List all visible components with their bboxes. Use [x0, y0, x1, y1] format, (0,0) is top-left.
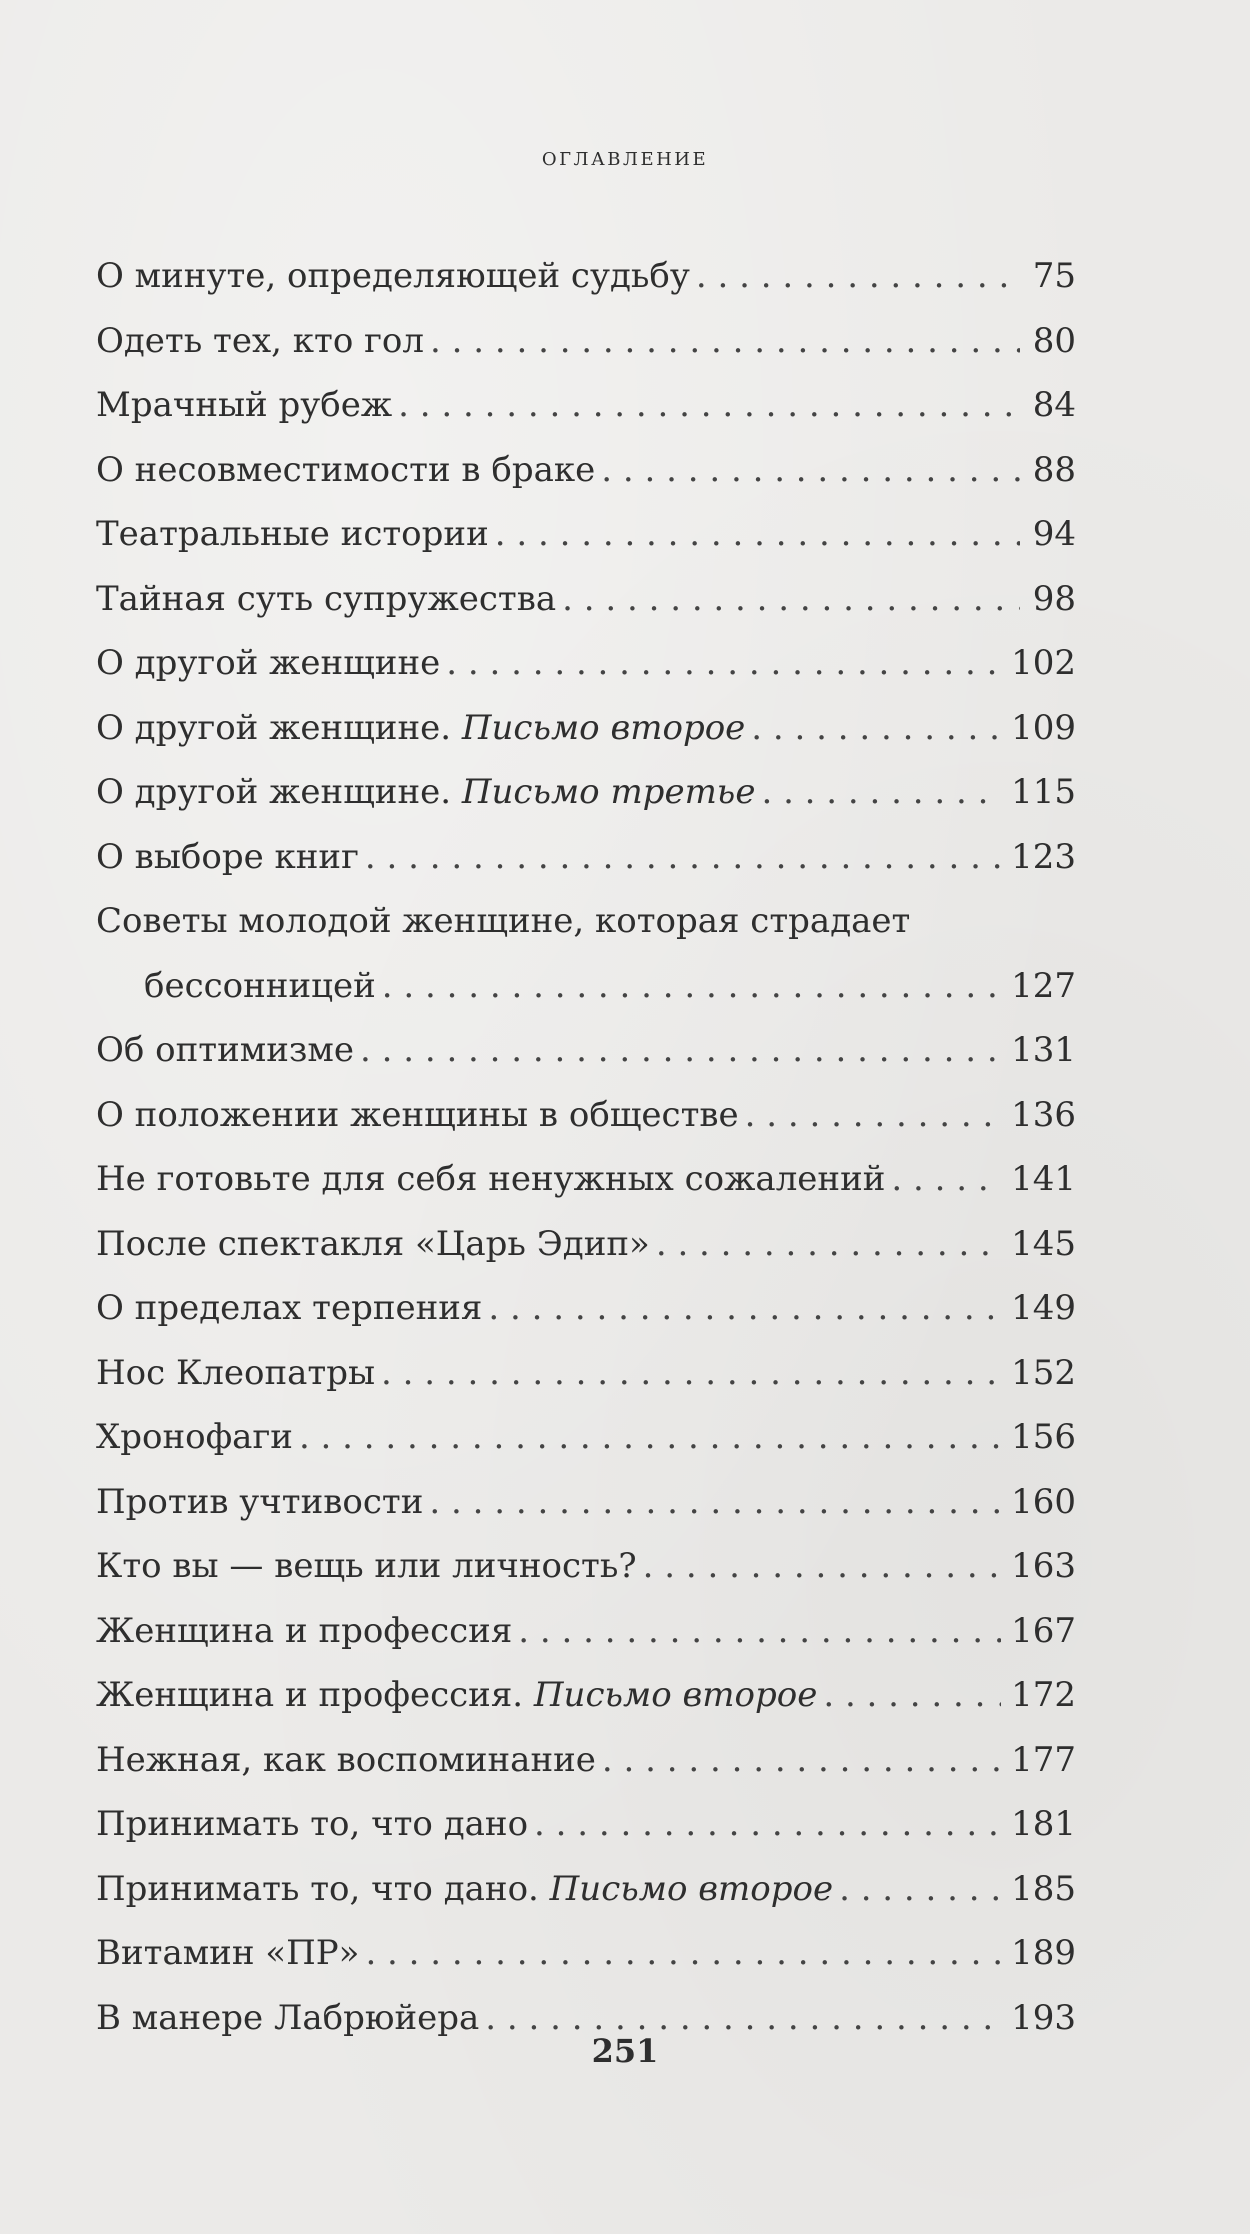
toc-entry-title: В манере Лабрюйера [96, 1997, 480, 2038]
toc-entry [96, 1018, 1076, 1083]
dot-leader [381, 1341, 1001, 1406]
dot-leader [446, 631, 1001, 696]
toc-entry-subtitle: Письмо второе [461, 707, 746, 748]
dot-leader [839, 1857, 1001, 1922]
toc-entry-title: Советы молодой женщине, которая страдает [96, 901, 911, 941]
toc-page-number: 131 [1011, 1030, 1076, 1070]
toc-page-number: 185 [1011, 1868, 1076, 1909]
dot-leader [299, 1405, 1001, 1470]
toc-entry-subtitle: Письмо третье [461, 772, 756, 812]
toc-entry [96, 1792, 1076, 1857]
dot-leader [656, 1212, 1001, 1277]
table-of-contents [96, 244, 1076, 2050]
toc-page-number: 136 [1011, 1094, 1076, 1135]
toc-entry [96, 373, 1076, 438]
toc-entry [96, 502, 1076, 567]
toc-entry [96, 309, 1076, 374]
dot-leader [562, 567, 1020, 632]
toc-entry [96, 244, 1076, 309]
dot-leader [751, 696, 1001, 761]
toc-entry-title: О пределах терпения [96, 1288, 483, 1328]
toc-entry [96, 1341, 1076, 1406]
toc-page-number: 160 [1011, 1481, 1076, 1522]
toc-page-number: 115 [1011, 772, 1076, 812]
toc-entry-title: О другой женщине [96, 643, 441, 683]
toc-entry [96, 825, 1076, 890]
toc-entry [96, 760, 1076, 825]
toc-page-number: 88 [1032, 449, 1076, 490]
toc-entry [96, 1083, 1076, 1148]
toc-entry [96, 1857, 1076, 1922]
toc-page-number: 172 [1011, 1675, 1076, 1715]
toc-entry-title: Театральные истории [96, 514, 489, 554]
toc-entry-title: Женщина и профессия. Письмо второе [96, 1675, 818, 1715]
toc-entry-subtitle: Письмо второе [549, 1868, 834, 1909]
toc-entry-subtitle: Письмо второе [533, 1675, 818, 1715]
toc-entry-title: Кто вы — вещь или личность? [96, 1546, 637, 1586]
toc-page-number: 98 [1032, 578, 1076, 619]
toc-page-number: 80 [1032, 320, 1076, 361]
toc-entry-title: Витамин «ПР» [96, 1933, 360, 1973]
toc-page-number: 167 [1011, 1610, 1076, 1651]
toc-entry [96, 567, 1076, 632]
toc-page-number: 163 [1011, 1546, 1076, 1586]
toc-entry [96, 1212, 1076, 1277]
dot-leader [696, 244, 1020, 309]
toc-entry [96, 1534, 1076, 1599]
toc-page-number: 177 [1011, 1739, 1076, 1780]
dot-leader [429, 1470, 1001, 1535]
toc-entry-title: Тайная суть супружества [96, 578, 557, 619]
dot-leader [602, 1728, 1001, 1793]
dot-leader [534, 1792, 1001, 1857]
toc-entry [96, 438, 1076, 503]
toc-page-number: 152 [1011, 1352, 1076, 1393]
toc-entry-title: Одеть тех, кто гол [96, 320, 424, 361]
dot-leader [430, 309, 1020, 374]
toc-entry-title: О выборе книг [96, 836, 359, 877]
toc-page-number: 149 [1011, 1288, 1076, 1328]
toc-page-number: 84 [1032, 385, 1076, 425]
dot-leader [891, 1147, 1001, 1212]
toc-entry [96, 1921, 1076, 1986]
toc-entry-title: Нос Клеопатры [96, 1352, 376, 1393]
toc-page-number: 94 [1032, 514, 1076, 554]
toc-page-number: 109 [1011, 707, 1076, 748]
toc-entry-title: О положении женщины в обществе [96, 1094, 739, 1135]
toc-entry-title: Об оптимизме [96, 1030, 354, 1070]
page-title: оглавление [541, 142, 709, 172]
dot-leader [745, 1083, 1001, 1148]
dot-leader [823, 1663, 1001, 1728]
toc-entry-title: Мрачный рубеж [96, 385, 393, 425]
page-number-footer: 251 [591, 2032, 659, 2070]
dot-leader [365, 825, 1001, 890]
toc-page-number: 123 [1011, 836, 1076, 877]
toc-entry-title-continuation: бессонницей [144, 965, 376, 1006]
toc-entry-title: После спектакля «Царь Эдип» [96, 1223, 650, 1264]
dot-leader [761, 760, 1001, 825]
toc-page-number: 127 [1011, 965, 1076, 1006]
toc-entry [96, 1470, 1076, 1535]
toc-entry-title: О минуте, определяющей судьбу [96, 256, 690, 296]
toc-page-number: 141 [1011, 1159, 1076, 1199]
toc-page-number: 145 [1011, 1223, 1076, 1264]
toc-page-number: 156 [1011, 1417, 1076, 1457]
dot-leader [488, 1276, 1001, 1341]
toc-entry-title: Хронофаги [96, 1417, 293, 1457]
toc-entry [96, 1728, 1076, 1793]
dot-leader [601, 438, 1020, 503]
toc-entry-title: Не готовьте для себя ненужных сожалений [96, 1159, 886, 1199]
dot-leader [643, 1534, 1001, 1599]
dot-leader [398, 373, 1020, 438]
toc-entry-title: Принимать то, что дано [96, 1804, 529, 1844]
toc-entry [96, 1147, 1076, 1212]
toc-entry [96, 1599, 1076, 1664]
toc-page-number: 102 [1011, 643, 1076, 683]
dot-leader [518, 1599, 1001, 1664]
dot-leader [360, 1018, 1001, 1083]
toc-entry-title: Принимать то, что дано. Письмо второе [96, 1868, 834, 1909]
dot-leader [495, 502, 1020, 567]
toc-entry-title: Женщина и профессия [96, 1610, 513, 1651]
toc-entry [96, 696, 1076, 761]
toc-entry [96, 631, 1076, 696]
toc-entry-title: О другой женщине. Письмо второе [96, 707, 746, 748]
toc-entry-title: Против учтивости [96, 1481, 424, 1522]
toc-entry-title: О несовместимости в браке [96, 449, 596, 490]
toc-page-number: 181 [1011, 1804, 1076, 1844]
toc-page-number: 75 [1032, 256, 1076, 296]
toc-entry-title: Нежная, как воспоминание [96, 1739, 596, 1780]
dot-leader [382, 954, 1001, 1019]
toc-entry [96, 1663, 1076, 1728]
dot-leader [365, 1921, 1001, 1986]
toc-page-number: 189 [1011, 1933, 1076, 1973]
toc-page-number: 193 [1011, 1997, 1076, 2038]
toc-entry [96, 1276, 1076, 1341]
toc-entry-title: О другой женщине. Письмо третье [96, 772, 756, 812]
toc-entry [96, 889, 1076, 1018]
toc-entry [96, 1405, 1076, 1470]
